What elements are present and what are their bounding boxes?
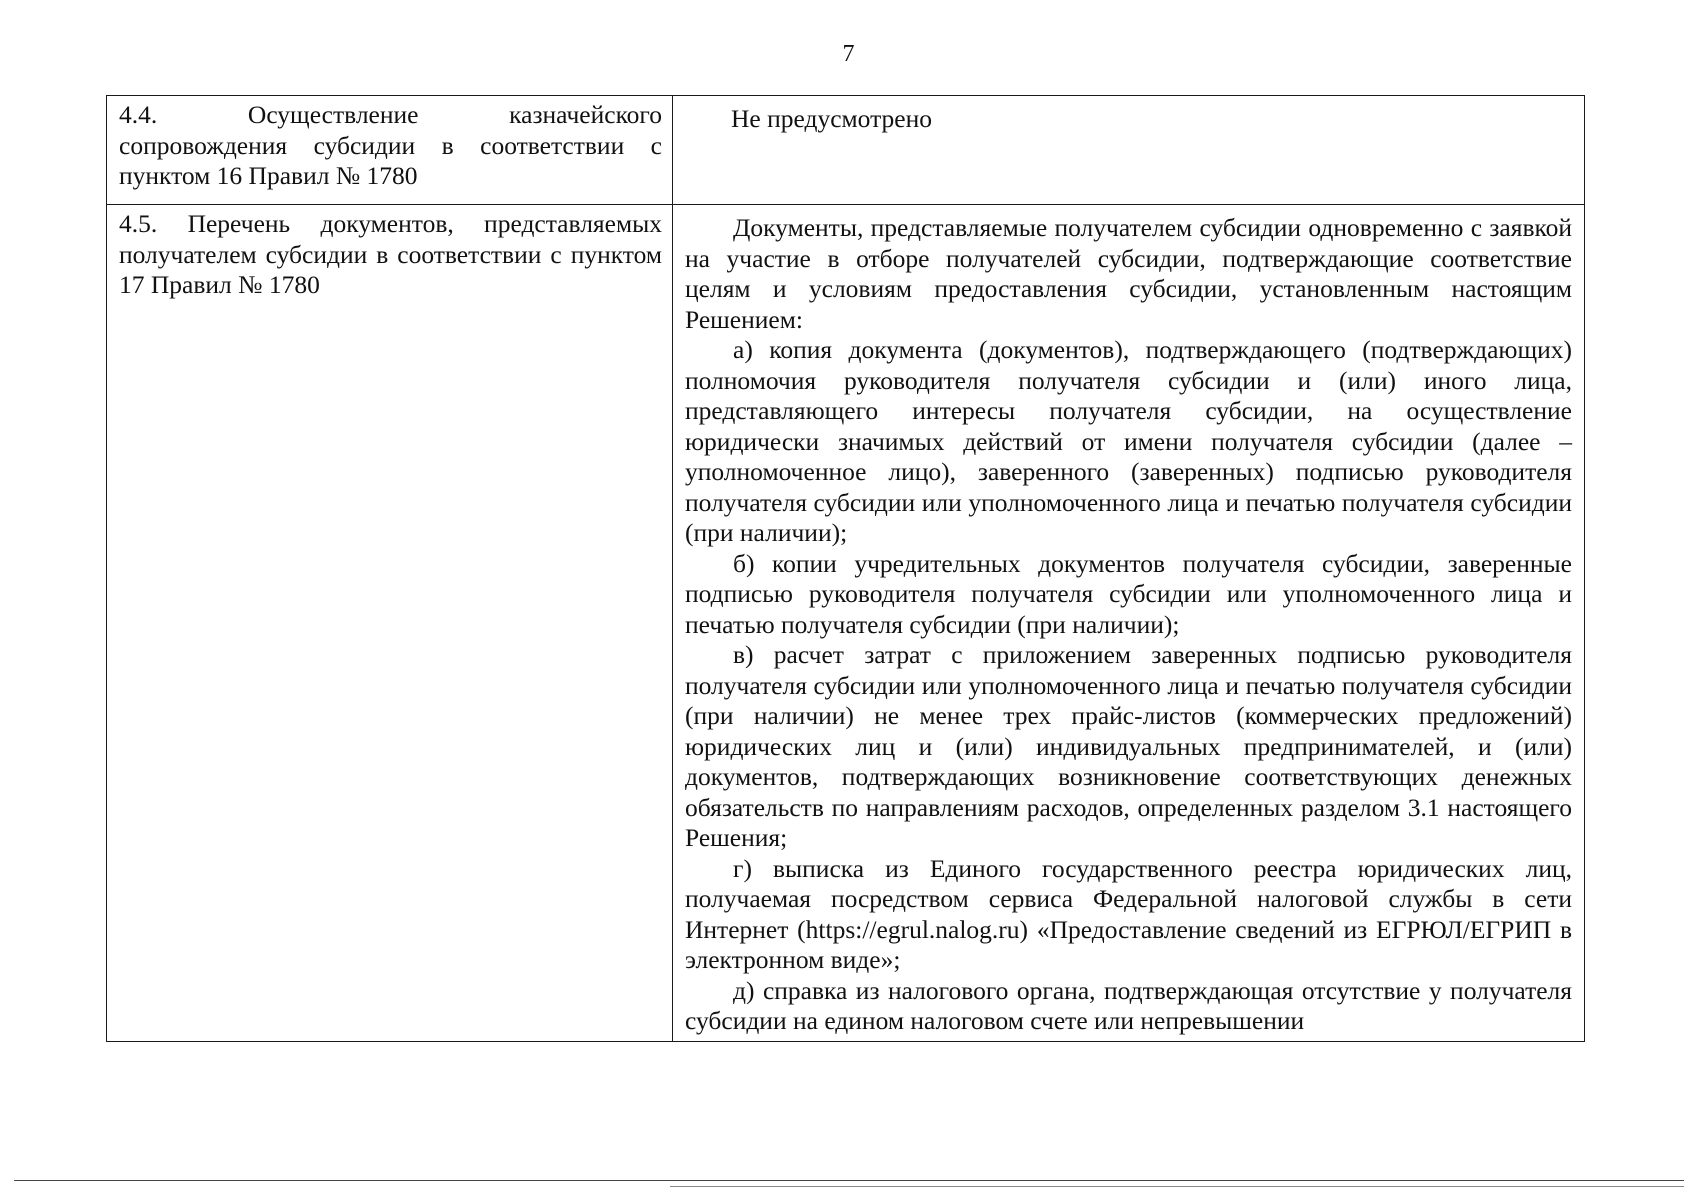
- table-row: [107, 96, 1585, 205]
- paragraph-item-g: г) выписка из Единого государственного реестра юридических лиц, получаемая посредством сервиса Федеральной налоговой службы в сети Интернет (https://egrul.nalog.ru) «Предоставление сведений из ЕГРЮЛ/ЕГРИП в электронном виде»;: [685, 853, 1572, 974]
- paragraph-item-a: а) копия документа (документов), подтверждающего (подтверждающих) полномочия руководителя получателя субсидии и (или) иного лица, представляющего интересы получателя субсидии, на осуществление юридически значимых действий от имени получателя субсидии (далее – уполномоченное лицо), заверенного (заверенных) подписью руководителя получателя субсидии или уполномоченного лица и печатью получателя субсидии (при наличии);: [685, 335, 1572, 547]
- paragraph-item-b: б) копии учредительных документов получателя субсидии, заверенные подписью руководителя получателя субсидии или уполномоченного лица и печатью получателя субсидии (при наличии);: [685, 548, 1572, 639]
- paragraph-item-d: д) справка из налогового органа, подтверждающая отсутствие у получателя субсидии на едином налоговом счете или непревышении: [685, 975, 1572, 1035]
- row-4-4-value: Не предусмотрено: [673, 96, 1585, 205]
- paragraph-intro: Документы, представляемые получателем субсидии одновременно с заявкой на участие в отборе получателей субсидии, подтверждающие соответствие целям и условиям предоставления субсидии, установленным настоящим Решением:: [685, 213, 1572, 334]
- paragraph-item-v: в) расчет затрат с приложением заверенных подписью руководителя получателя субсидии или уполномоченного лица и печатью получателя субсидии (при наличии) не менее трех прайс-листов (коммерческих предложений) юридических лиц и (или) индивидуальных предпринимателей, и (или) документов, подтверждающих возникновение соответствующих денежных обязательств по направлениям расходов, определенных разделом 3.1 настоящего Решения;: [685, 640, 1572, 852]
- document-table: [106, 95, 1585, 1042]
- page-number: 7: [842, 41, 855, 67]
- row-4-4-heading: 4.4. Осуществление казначейского сопровождения субсидии в соответствии с пунктом 16 Правил № 1780: [107, 96, 673, 205]
- row-4-5-heading: 4.5. Перечень документов, представляемых получателем субсидии в соответствии с пунктом 17 Правил № 1780: [107, 205, 673, 1042]
- table-row: [107, 205, 1585, 1042]
- footer-divider-secondary: [670, 1186, 1684, 1187]
- row-4-5-content: [673, 205, 1585, 1042]
- footer-divider: [14, 1180, 1684, 1181]
